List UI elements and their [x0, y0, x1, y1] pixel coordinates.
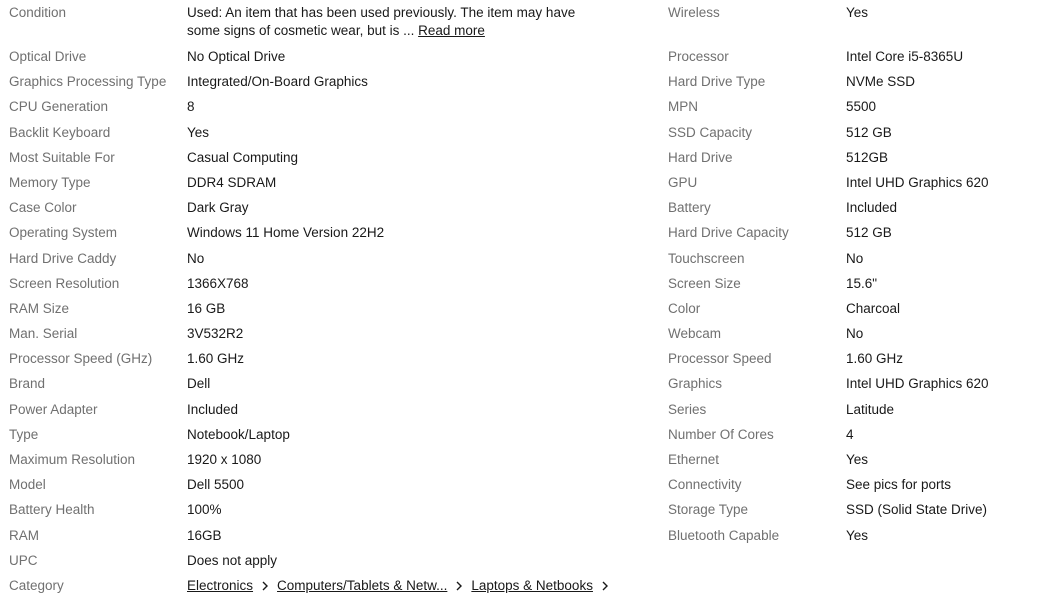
spec-label: RAM	[9, 527, 39, 543]
spec-row	[9, 523, 668, 548]
spec-value: Dell 5500	[187, 477, 245, 493]
spec-value: Windows 11 Home Version 22H2	[187, 225, 385, 241]
spec-row	[668, 246, 1039, 271]
specs-left-column	[9, 0, 668, 598]
spec-label: Type	[9, 426, 39, 442]
spec-row	[668, 472, 1039, 497]
spec-label: Series	[668, 401, 707, 417]
spec-value: 15.6"	[846, 275, 878, 291]
spec-value: Integrated/On-Board Graphics	[187, 74, 368, 90]
item-specifics	[9, 0, 1039, 598]
category-breadcrumb	[187, 573, 593, 595]
spec-value: DDR4 SDRAM	[187, 174, 277, 190]
spec-value: 512 GB	[846, 124, 892, 140]
spec-label: RAM Size	[9, 300, 70, 316]
spec-value: See pics for ports	[846, 477, 952, 493]
spec-label: Color	[668, 300, 701, 316]
spec-label: Category	[9, 577, 64, 593]
spec-label: Hard Drive Caddy	[9, 250, 117, 266]
spec-value: Intel UHD Graphics 620	[846, 174, 989, 190]
spec-label: Hard Drive Capacity	[668, 225, 789, 241]
spec-label: Processor Speed	[668, 351, 772, 367]
spec-row	[9, 220, 668, 245]
spec-row	[9, 397, 668, 422]
spec-row	[9, 422, 668, 447]
spec-value: 512GB	[846, 149, 889, 165]
spec-label: Case Color	[9, 200, 77, 216]
breadcrumb-link-laptops-netbooks[interactable]: Laptops & Netbooks	[471, 577, 593, 593]
spec-label: Condition	[9, 5, 67, 20]
spec-label: Storage Type	[668, 502, 749, 518]
spec-value: Included	[187, 401, 239, 417]
spec-value: Intel UHD Graphics 620	[846, 376, 989, 392]
spec-row	[668, 447, 1039, 472]
spec-label: Hard Drive Type	[668, 74, 766, 90]
spec-label: Bluetooth Capable	[668, 527, 780, 543]
spec-label: GPU	[668, 174, 698, 190]
spec-row	[9, 195, 668, 220]
spec-value: 16 GB	[187, 300, 226, 316]
spec-row	[9, 447, 668, 472]
spec-value: 8	[187, 99, 195, 115]
spec-label: Power Adapter	[9, 401, 98, 417]
spec-row	[9, 321, 668, 346]
spec-row	[668, 497, 1039, 522]
spec-label: Memory Type	[9, 174, 91, 190]
spec-value: Intel Core i5-8365U	[846, 49, 964, 64]
condition-text: Used: An item that has been used previously. The item may have some signs of cosmetic wear, but is ...	[187, 5, 576, 38]
breadcrumb-link-electronics[interactable]: Electronics	[187, 577, 254, 593]
spec-row	[9, 296, 668, 321]
spec-label: Model	[9, 477, 46, 493]
spec-label: Processor Speed (GHz)	[9, 351, 153, 367]
spec-row	[668, 69, 1039, 94]
spec-row	[9, 472, 668, 497]
spec-value: Yes	[846, 452, 869, 467]
spec-label: Operating System	[9, 225, 118, 241]
spec-row	[668, 346, 1039, 371]
spec-row	[668, 371, 1039, 396]
spec-row	[668, 0, 1039, 44]
chevron-right-icon	[451, 577, 467, 595]
spec-label: Graphics Processing Type	[9, 74, 167, 90]
spec-value: Notebook/Laptop	[187, 426, 290, 442]
spec-value: Included	[846, 200, 898, 216]
spec-label: Graphics	[668, 376, 723, 392]
spec-value: No	[846, 326, 864, 342]
spec-label: Hard Drive	[668, 149, 733, 165]
spec-row	[668, 195, 1039, 220]
spec-label: MPN	[668, 99, 698, 115]
spec-row	[668, 271, 1039, 296]
spec-value: NVMe SSD	[846, 74, 916, 90]
spec-label: Processor	[668, 49, 729, 64]
spec-value: No Optical Drive	[187, 49, 286, 64]
spec-label: Touchscreen	[668, 250, 745, 266]
spec-label: SSD Capacity	[668, 124, 753, 140]
breadcrumb-link-computers-tablets[interactable]: Computers/Tablets & Netw...	[277, 577, 448, 593]
spec-value: 3V532R2	[187, 326, 244, 342]
spec-row	[668, 94, 1039, 119]
spec-value: 4	[846, 426, 854, 442]
spec-label: Wireless	[668, 5, 720, 20]
spec-row	[9, 94, 668, 119]
spec-label: Number Of Cores	[668, 426, 774, 442]
spec-value: 512 GB	[846, 225, 892, 241]
spec-value: 1.60 GHz	[846, 351, 904, 367]
spec-row	[9, 497, 668, 522]
spec-value: Does not apply	[187, 552, 278, 568]
spec-value: Latitude	[846, 401, 895, 417]
spec-label: Optical Drive	[9, 49, 87, 64]
spec-value: Yes	[846, 5, 869, 20]
spec-value: 1.60 GHz	[187, 351, 245, 367]
spec-row	[9, 170, 668, 195]
spec-value: Dark Gray	[187, 200, 249, 216]
spec-row	[668, 145, 1039, 170]
spec-label: Backlit Keyboard	[9, 124, 111, 140]
spec-label: Screen Size	[668, 275, 741, 291]
spec-label: Battery	[668, 200, 711, 216]
spec-label: UPC	[9, 552, 38, 568]
read-more-link[interactable]: Read more	[418, 23, 485, 38]
spec-value: SSD (Solid State Drive)	[846, 502, 988, 518]
spec-row	[9, 44, 668, 69]
spec-value: Yes	[846, 527, 869, 543]
spec-row	[9, 246, 668, 271]
spec-value: Dell	[187, 376, 211, 392]
spec-label: CPU Generation	[9, 99, 109, 115]
spec-row-category	[9, 573, 668, 598]
spec-value: 1920 x 1080	[187, 452, 262, 467]
spec-value: Yes	[187, 124, 210, 140]
spec-row	[668, 170, 1039, 195]
spec-label: Battery Health	[9, 502, 95, 518]
spec-row	[9, 120, 668, 145]
spec-value: Casual Computing	[187, 149, 299, 165]
spec-row-condition	[9, 0, 668, 44]
spec-value: No	[187, 250, 205, 266]
spec-label: Connectivity	[668, 477, 742, 493]
spec-row	[668, 296, 1039, 321]
spec-value: 100%	[187, 502, 222, 518]
chevron-right-icon	[257, 577, 273, 595]
spec-row	[9, 371, 668, 396]
spec-row	[9, 346, 668, 371]
spec-row	[668, 120, 1039, 145]
spec-label: Maximum Resolution	[9, 452, 136, 467]
spec-row	[9, 271, 668, 296]
spec-label: Brand	[9, 376, 46, 392]
chevron-right-icon	[597, 577, 613, 595]
spec-value: 5500	[846, 99, 877, 115]
spec-value: Charcoal	[846, 300, 901, 316]
spec-row	[9, 69, 668, 94]
condition-description	[187, 0, 587, 40]
spec-label: Man. Serial	[9, 326, 78, 342]
spec-row	[668, 220, 1039, 245]
spec-row	[668, 422, 1039, 447]
spec-value: No	[846, 250, 864, 266]
spec-label: Screen Resolution	[9, 275, 120, 291]
spec-label: Webcam	[668, 326, 722, 342]
spec-row	[668, 44, 1039, 69]
spec-row	[668, 523, 1039, 548]
spec-label: Ethernet	[668, 452, 720, 467]
spec-row	[668, 397, 1039, 422]
spec-row	[9, 548, 668, 573]
spec-row	[9, 145, 668, 170]
spec-row	[668, 321, 1039, 346]
spec-label: Most Suitable For	[9, 149, 115, 165]
spec-value: 1366X768	[187, 275, 249, 291]
specs-right-column	[668, 0, 1039, 598]
spec-value: 16GB	[187, 527, 222, 543]
